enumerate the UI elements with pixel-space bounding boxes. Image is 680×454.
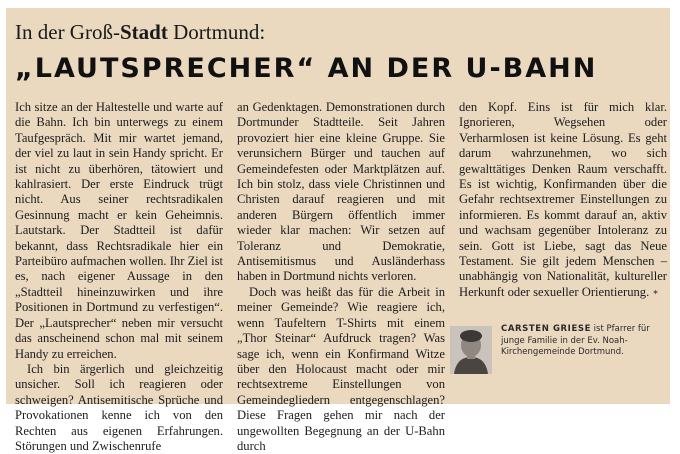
paragraph-text: den Kopf. Eins ist für mich klar. Ignorieren, Wegsehen oder Verharmlosen ist keine Lösung. Es geht darum wahrzunehmen, wo sich gewalttätiges Denken Raum verschafft. Es ist wichtig, Konfirmanden über die Gefahr rechtsextremer Einstellungen zu informieren. Es kommt darauf an, aktiv und wachsam gegenüber Intoleranz zu sein. Gott ist Liebe, sagt das Neue Testament. Sie gilt jedem Menschen – unabhängig von Nationalität, kultureller Herkunft oder sexueller Orientierung. <box>459 100 667 299</box>
author-bio: ist Pfarrer für junge Familie in der Ev. Noah-Kirchengemeinde Dortmund. <box>501 324 650 357</box>
author-caption <box>501 324 667 359</box>
end-mark: ∗ <box>652 286 659 297</box>
paragraph: an Gedenktagen. Demonstrationen durch Dortmunder Stadtteile. Seit Jahren provoziert hier eine kleine Gruppe. Sie verunsichern Bürger und tauchen auf Gemeindefesten oder Marktplätzen auf. Ich bin stolz, dass viele Christinnen und Christen darauf reagieren und mit anderen Bürgern öffentlich immer wieder klar machen: Wir setzen auf Toleranz und Demokratie, Antisemitismus und Ausländerhass haben in Dortmund nichts verloren. <box>237 100 445 284</box>
text-column-2 <box>237 100 445 454</box>
paragraph-final <box>459 100 667 300</box>
kicker-prefix: In der Groß- <box>15 20 120 44</box>
author-photo <box>450 326 492 374</box>
paragraph: Doch was heißt das für die Arbeit in meiner Gemeinde? Wie reagiere ich, wenn Taufeltern T-Shirts mit einem „Thor Steinar“ Aufdruck tragen? Was sage ich, wenn ein Konfirmand Witze über den Holocaust macht oder mir rechtsextreme Einstellungen von Gemeindegliedern entgegenschlagen? Diese Fragen gehen mir nach der ungewollten Begegnung an der U-Bahn durch <box>237 284 445 453</box>
text-column-1 <box>15 100 223 454</box>
author-name: CARSTEN GRIESE <box>501 324 591 334</box>
text-column-3 <box>459 100 667 300</box>
paragraph: Ich sitze an der Haltestelle und warte auf die Bahn. Ich bin unterwegs zu einem Taufgespräch. Mit mir wartet jemand, der viel zu laut in sein Handy spricht. Er ist nicht zu überhören, tätowiert und kahlrasiert. Der erste Eindruck trügt nicht. Aus seiner rechtsradikalen Gesinnung macht er kein Geheimnis. Lautstark. Der Stadtteil ist dafür bekannt, dass Rechtsradikale hier ein Parteibüro aufmachen wollen. Ihr Ziel ist es, nach eigener Aussage in den „Stadtteil hineinzuwirken und ihre Positionen in Dortmund zu verfestigen“. Der „Lautsprecher“ neben mir versucht das anscheinend schon mal mit seinem Handy zu erreichen. <box>15 100 223 361</box>
article-headline: „LAUTSPRECHER“ AN DER U-BAHN <box>15 53 598 84</box>
kicker-bold: Stadt <box>119 20 168 44</box>
author-box <box>450 324 665 382</box>
author-portrait-image <box>450 326 492 374</box>
article-kicker <box>15 20 265 44</box>
kicker-suffix: Dortmund: <box>167 20 266 44</box>
paragraph: Ich bin ärgerlich und gleichzeitig unsicher. Soll ich reagieren oder schweigen? Antisemitische Sprüche und Provokationen kenne ich von den Rechten aus eigenen Erfahrungen. Störungen und Zwischenrufe <box>15 361 223 453</box>
article-panel <box>6 8 670 453</box>
